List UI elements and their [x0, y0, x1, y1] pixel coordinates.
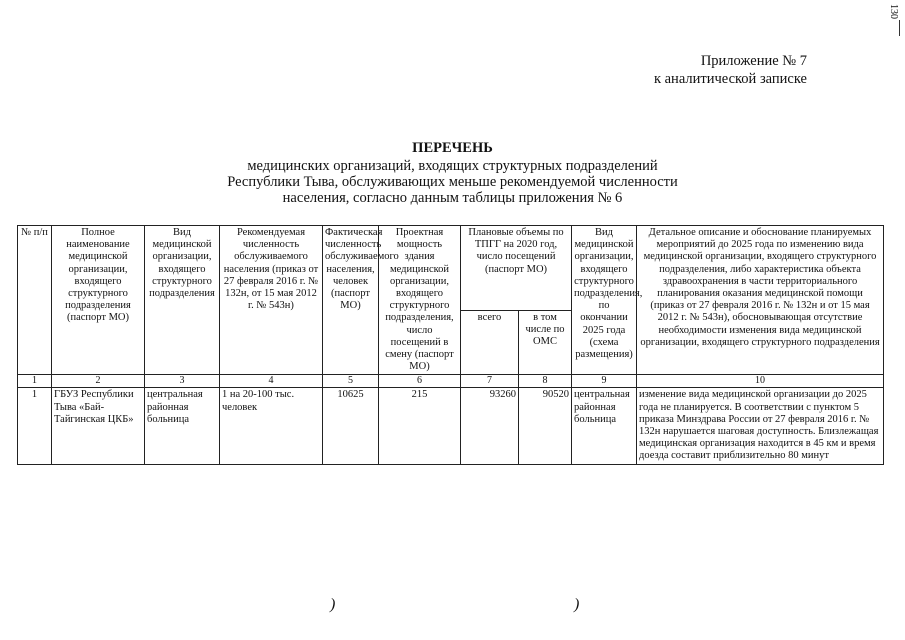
row-name: ГБУЗ Республики Тыва «Бай-Тайгинская ЦКБ» [52, 388, 145, 464]
row-oms: 90520 [519, 388, 572, 464]
appendix-line-1: Приложение № 7 [700, 53, 807, 69]
column-number: 2 [52, 375, 145, 388]
header-oms: в том числе по ОМС [519, 310, 572, 375]
appendix-line-2: к аналитической записке [653, 71, 807, 87]
header-description: Детальное описание и обоснование планируемых мероприятий до 2025 года по изменению вида медицинской организации, входящего структурного подразделения, либо характеристика объекта здравоохранения в части территориального планирования оказания медицинской помощи (приказ от 27 февраля 2016 г. № 132н и от 15 мая 2012 г. № 543н), обосновывающая отсутствие необходимости изменения вида медицинской организации, входящего структурного подразделения [637, 226, 884, 375]
header-type: Вид медицинской организации, входящего структурного подразделения [145, 226, 220, 375]
row-type-2025: центральная районная больница [572, 388, 637, 464]
appendix-note [654, 52, 807, 88]
column-number: 7 [461, 375, 519, 388]
column-number: 4 [220, 375, 323, 388]
subtitle-line-1: медицинских организаций, входящих структурных подразделений [247, 158, 658, 174]
page-number: 130 [888, 4, 899, 19]
header-actual: Фактическая численность обслуживаемого населения, человек (паспорт МО) [323, 226, 379, 375]
table-row [18, 388, 884, 464]
header-capacity: Проектная мощность здания медицинской организации, входящего структурного подразделения, число посещений в смену (паспорт МО) [379, 226, 461, 375]
column-numbers-row [18, 375, 884, 388]
document-subtitle [0, 158, 905, 206]
row-recommended: 1 на 20-100 тыс. человек [220, 388, 323, 464]
document-title: ПЕРЕЧЕНЬ [412, 140, 493, 156]
subtitle-line-3: населения, согласно данным таблицы приложения № 6 [282, 190, 623, 206]
header-planned-volumes: Плановые объемы по ТПГГ на 2020 год, число посещений (паспорт МО) [461, 226, 572, 311]
row-capacity: 215 [379, 388, 461, 464]
page-margin-mark [899, 20, 900, 36]
table-header-row [18, 226, 884, 311]
subtitle-line-2: Республики Тыва, обслуживающих меньше рекомендуемой численности [227, 174, 678, 190]
header-recommended: Рекомендуемая численность обслуживаемого населения (приказ от 27 февраля 2016 г. № 132н, от 15 мая 2012 г. № 543н) [220, 226, 323, 375]
column-number: 8 [519, 375, 572, 388]
column-number: 5 [323, 375, 379, 388]
row-actual: 10625 [323, 388, 379, 464]
footer-mark-left: ) [330, 596, 336, 613]
footer-mark-right: ) [574, 596, 580, 613]
row-type: центральная районная больница [145, 388, 220, 464]
header-name: Полное наименование медицинской организации, входящего структурного подразделения (паспорт МО) [52, 226, 145, 375]
column-number: 6 [379, 375, 461, 388]
header-total: всего [461, 310, 519, 375]
organizations-table [17, 225, 884, 465]
header-type-2025: Вид медицинской организации, входящего структурного подразделения, по окончании 2025 года (схема размещения) [572, 226, 637, 375]
row-num: 1 [18, 388, 52, 464]
column-number: 9 [572, 375, 637, 388]
column-number: 10 [637, 375, 884, 388]
row-total: 93260 [461, 388, 519, 464]
column-number: 3 [145, 375, 220, 388]
header-num: № п/п [18, 226, 52, 375]
column-number: 1 [18, 375, 52, 388]
row-description: изменение вида медицинской организации до 2025 года не планируется. В соответствии с пунктом 5 приказа Минздрава России от 27 февраля 2016 г. № 132н нарушается шаговая доступность. Близлежащая медицинская организация находится в 45 км и время доезда составит приблизительно 80 минут [637, 388, 884, 464]
